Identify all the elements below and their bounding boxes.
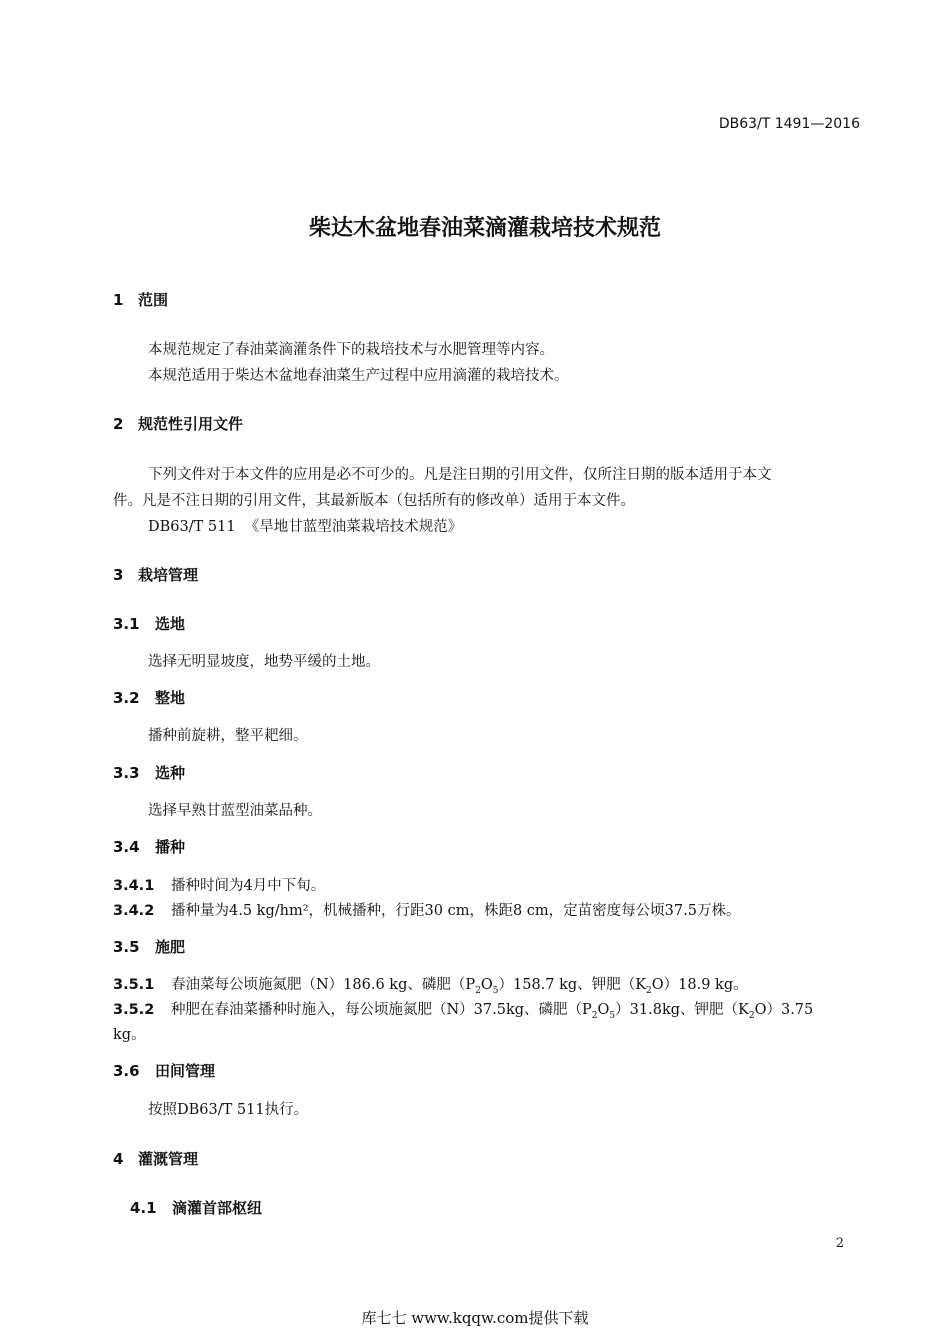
subsection-3-1-heading xyxy=(113,613,185,634)
section-3-heading xyxy=(113,564,198,585)
clause-3-4-1 xyxy=(113,874,325,895)
section-1-heading xyxy=(113,289,168,310)
clause-text: 春油菜每公顷施氮肥（N）186.6 kg、磷肥$(P_2O_5)158.7$ kg、钾肥$(K_2O)18.9$ kg。 xyxy=(171,977,748,996)
subsection-number: 3.6 xyxy=(113,1062,140,1080)
subsection-title: 整地 xyxy=(155,689,186,707)
clause-text: 播种量为4.5 kg/hm²，机械播种，行距30 cm，株距8 cm，定苗密度每公顷37.5万株。 xyxy=(171,903,741,919)
section-number: 2 xyxy=(113,415,124,433)
subsection-4-1-heading xyxy=(130,1197,262,1218)
clause-3-5-2 xyxy=(113,998,813,1021)
paragraph: 选择早熟甘蓝型油菜品种。 xyxy=(148,803,322,819)
subsection-3-2-heading xyxy=(113,687,185,708)
clause-text: 播种时间为4月中下旬。 xyxy=(171,878,326,894)
clause-number: 3.4.2 xyxy=(113,903,155,919)
paragraph: 按照DB63/T 511执行。 xyxy=(148,1102,309,1118)
clause-3-4-2 xyxy=(113,899,740,920)
paragraph: 播种前旋耕，整平耙细。 xyxy=(148,728,308,744)
subsection-3-6-heading xyxy=(113,1060,215,1081)
clause-3-5-1 xyxy=(113,973,748,996)
clause-number: 3.5.2 xyxy=(113,1002,155,1018)
subsection-number: 3.2 xyxy=(113,689,140,707)
section-number: 4 xyxy=(113,1150,124,1168)
clause-continuation: kg。 xyxy=(113,1027,146,1043)
subsection-title: 播种 xyxy=(155,838,186,856)
clause-text: 种肥在春油菜播种时施入，每公顷施氮肥（N）37.5kg、磷肥$(P_2O_5)31.8kg$、钾肥$(K_2O)3.75$ xyxy=(171,1002,814,1021)
subsection-title: 田间管理 xyxy=(155,1062,216,1080)
subsection-number: 3.3 xyxy=(113,764,140,782)
document-title: 柴达木盆地春油菜滴灌栽培技术规范 xyxy=(308,216,661,241)
page-number: 2 xyxy=(835,1236,844,1251)
section-number: 3 xyxy=(113,566,124,584)
subsection-title: 选种 xyxy=(155,764,186,782)
normative-reference: DB63/T 511 《旱地甘蓝型油菜栽培技术规范》 xyxy=(148,519,463,535)
paragraph-continuation: 件。凡是不注日期的引用文件，其最新版本（包括所有的修改单）适用于本文件。 xyxy=(113,493,635,509)
clause-number: 3.4.1 xyxy=(113,878,155,894)
paragraph: 本规范适用于柴达木盆地春油菜生产过程中应用滴灌的栽培技术。 xyxy=(148,368,569,384)
subsection-3-4-heading xyxy=(113,836,185,857)
clause-number: 3.5.1 xyxy=(113,977,155,993)
paragraph: 本规范规定了春油菜滴灌条件下的栽培技术与水肥管理等内容。 xyxy=(148,342,554,358)
download-footer: 库七七 www.kqqw.com提供下载 xyxy=(361,1309,589,1327)
paragraph: 下列文件对于本文件的应用是必不可少的。凡是注日期的引用文件，仅所注日期的版本适用于本文 xyxy=(148,467,772,483)
section-4-heading xyxy=(113,1148,198,1169)
subsection-number: 3.4 xyxy=(113,838,140,856)
subsection-title: 选地 xyxy=(155,615,186,633)
subsection-title: 滴灌首部枢纽 xyxy=(172,1199,263,1217)
standard-code: DB63/T 1491—2016 xyxy=(718,116,860,132)
subsection-number: 3.5 xyxy=(113,938,140,956)
subsection-3-5-heading xyxy=(113,936,185,957)
subsection-number: 4.1 xyxy=(130,1199,157,1217)
section-title: 灌溉管理 xyxy=(138,1150,199,1168)
subsection-title: 施肥 xyxy=(155,938,186,956)
section-2-heading xyxy=(113,413,243,434)
section-number: 1 xyxy=(113,291,124,309)
subsection-3-3-heading xyxy=(113,762,185,783)
section-title: 范围 xyxy=(138,291,169,309)
section-title: 规范性引用文件 xyxy=(138,415,244,433)
section-title: 栽培管理 xyxy=(138,566,199,584)
subsection-number: 3.1 xyxy=(113,615,140,633)
paragraph: 选择无明显坡度，地势平缓的土地。 xyxy=(148,654,380,670)
